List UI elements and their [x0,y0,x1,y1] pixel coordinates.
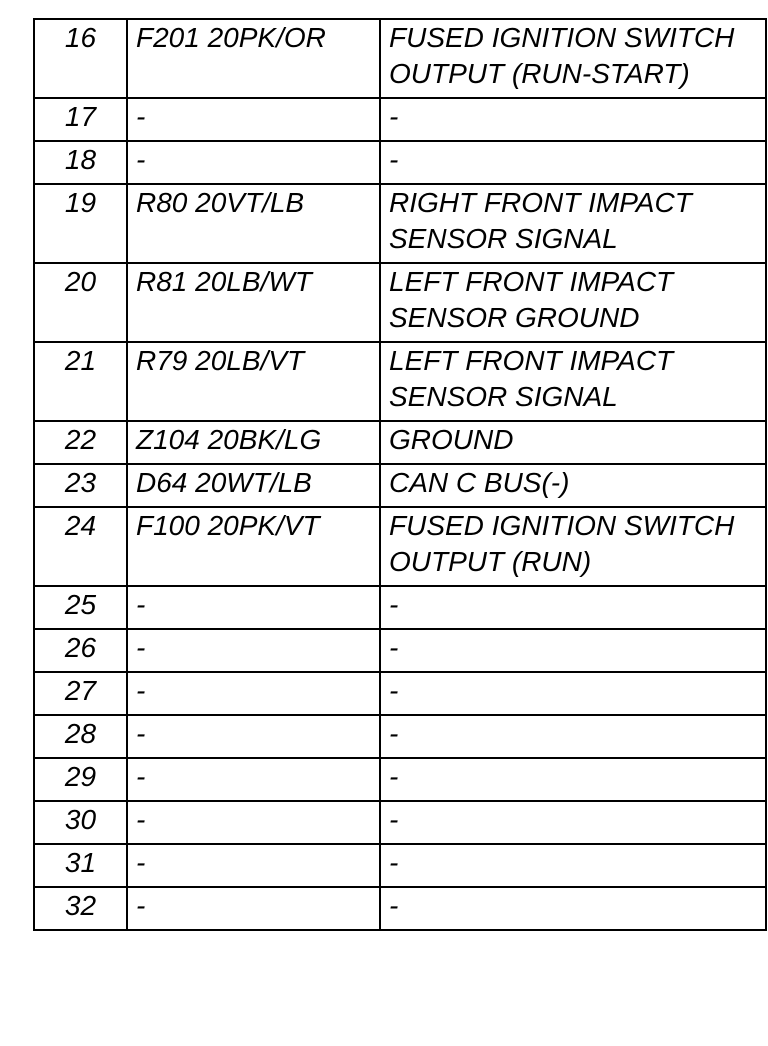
table-row [34,672,766,715]
table-row [34,98,766,141]
circuit-cell: - [127,586,380,629]
circuit-cell: - [127,801,380,844]
cavity-cell: 22 [34,421,127,464]
function-cell: - [380,672,766,715]
cavity-cell: 18 [34,141,127,184]
function-cell: RIGHT FRONT IMPACT SENSOR SIGNAL [380,184,766,263]
function-cell: - [380,801,766,844]
table-row [34,844,766,887]
table-row [34,342,766,421]
table-row [34,421,766,464]
function-cell: - [380,887,766,930]
cavity-cell: 20 [34,263,127,342]
cavity-cell: 26 [34,629,127,672]
cavity-cell: 16 [34,19,127,98]
table-row [34,586,766,629]
table-row [34,629,766,672]
cavity-cell: 17 [34,98,127,141]
circuit-cell: - [127,887,380,930]
circuit-cell: F100 20PK/VT [127,507,380,586]
cavity-cell: 19 [34,184,127,263]
circuit-cell: - [127,672,380,715]
cavity-cell: 24 [34,507,127,586]
circuit-cell: - [127,715,380,758]
circuit-cell: - [127,844,380,887]
circuit-cell: - [127,629,380,672]
circuit-cell: - [127,98,380,141]
circuit-cell: - [127,758,380,801]
function-cell: - [380,844,766,887]
function-cell: - [380,98,766,141]
table-row [34,184,766,263]
function-cell: LEFT FRONT IMPACT SENSOR SIGNAL [380,342,766,421]
circuit-cell: R80 20VT/LB [127,184,380,263]
cavity-cell: 32 [34,887,127,930]
circuit-cell: D64 20WT/LB [127,464,380,507]
cavity-cell: 27 [34,672,127,715]
cavity-cell: 30 [34,801,127,844]
function-cell: - [380,141,766,184]
cavity-cell: 23 [34,464,127,507]
circuit-cell: F201 20PK/OR [127,19,380,98]
function-cell: GROUND [380,421,766,464]
cavity-cell: 31 [34,844,127,887]
function-cell: - [380,758,766,801]
function-cell: FUSED IGNITION SWITCH OUTPUT (RUN-START) [380,19,766,98]
function-cell: CAN C BUS(-) [380,464,766,507]
circuit-cell: Z104 20BK/LG [127,421,380,464]
table-row [34,263,766,342]
cavity-cell: 21 [34,342,127,421]
table-row [34,758,766,801]
table-row [34,801,766,844]
function-cell: - [380,715,766,758]
cavity-cell: 29 [34,758,127,801]
circuit-cell: R81 20LB/WT [127,263,380,342]
cavity-cell: 25 [34,586,127,629]
connector-pinout-table [33,18,767,931]
function-cell: - [380,629,766,672]
function-cell: FUSED IGNITION SWITCH OUTPUT (RUN) [380,507,766,586]
table-row [34,887,766,930]
function-cell: LEFT FRONT IMPACT SENSOR GROUND [380,263,766,342]
table-row [34,141,766,184]
cavity-cell: 28 [34,715,127,758]
circuit-cell: R79 20LB/VT [127,342,380,421]
table-row [34,19,766,98]
circuit-cell: - [127,141,380,184]
table-row [34,507,766,586]
table-row [34,715,766,758]
function-cell: - [380,586,766,629]
table-row [34,464,766,507]
